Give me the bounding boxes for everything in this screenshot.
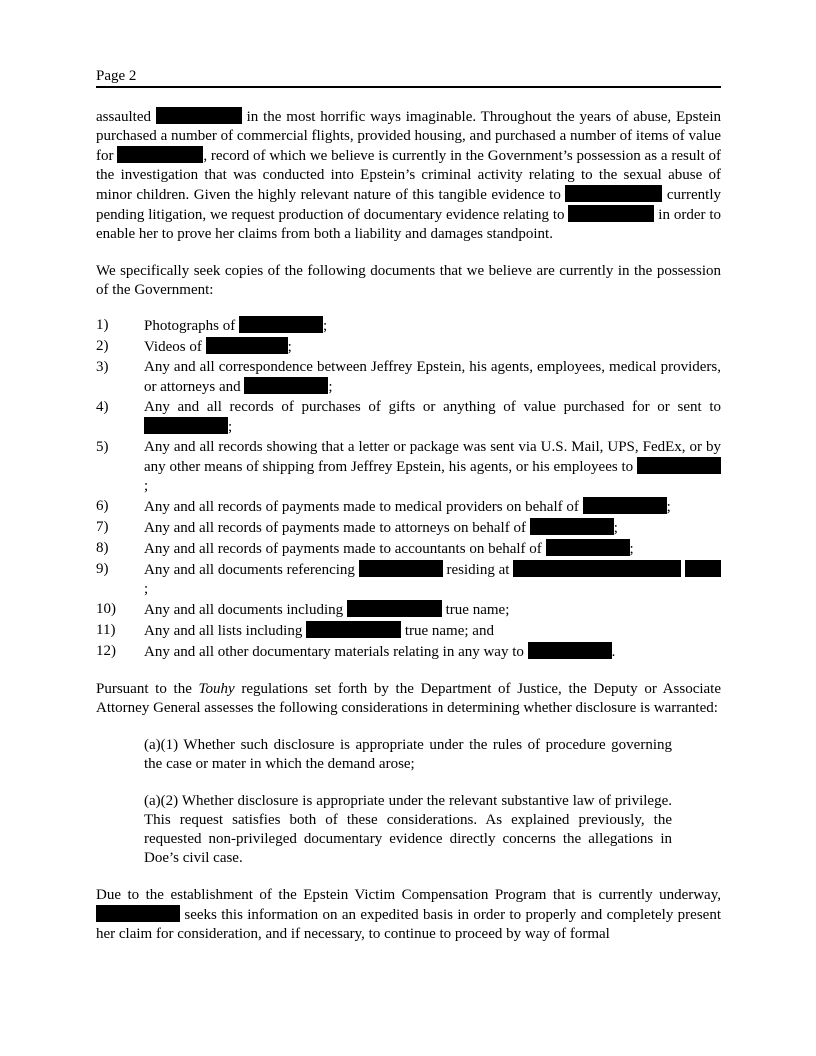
redaction-box bbox=[244, 377, 328, 394]
quote-a1: (a)(1) Whether such disclosure is appropriate under the rules of procedure governing the case or mater in which the demand arose; bbox=[144, 737, 672, 772]
list-number: 3) bbox=[96, 359, 109, 375]
redaction-box bbox=[206, 337, 288, 354]
redaction-box bbox=[359, 560, 443, 577]
list-item bbox=[96, 518, 721, 538]
item-text: Any and all records of payments made to medical providers on behalf of bbox=[144, 499, 579, 515]
paragraph-touhy bbox=[96, 680, 721, 718]
item-text: ; bbox=[287, 339, 292, 355]
item-text: ; bbox=[323, 318, 328, 334]
text-segment: seeks this information on an expedited basis in order to properly and completely present her claim for consideration, and if necessary, to continue to proceed by way of formal bbox=[96, 907, 721, 942]
item-text: ; bbox=[328, 379, 333, 395]
list-number: 8) bbox=[96, 540, 109, 556]
redaction-box bbox=[546, 539, 630, 556]
list-item bbox=[96, 560, 721, 599]
item-text: Any and all correspondence between Jeffrey Epstein, his agents, employees, medical providers, or attorneys and bbox=[144, 359, 721, 395]
text-segment: in order to enable her to prove her claims from both a liability and damages standpoint. bbox=[96, 207, 722, 242]
list-number: 7) bbox=[96, 519, 109, 535]
list-item bbox=[96, 398, 721, 437]
item-text: ; bbox=[629, 541, 634, 557]
redaction-box bbox=[637, 457, 721, 474]
redaction-box bbox=[306, 621, 401, 638]
redaction-box bbox=[568, 205, 654, 222]
item-text: . bbox=[611, 644, 616, 660]
redaction-box bbox=[528, 642, 612, 659]
redaction-box bbox=[96, 905, 180, 922]
text-segment: assaulted bbox=[96, 109, 151, 125]
redaction-box bbox=[156, 107, 242, 124]
touhy-italic: Touhy bbox=[198, 681, 235, 697]
list-number: 11) bbox=[96, 622, 116, 638]
list-item bbox=[96, 642, 721, 662]
item-text: Any and all records of payments made to attorneys on behalf of bbox=[144, 520, 526, 536]
text-segment: Due to the establishment of the Epstein Victim Compensation Program that is currently underway, bbox=[96, 887, 721, 903]
item-text: Photographs of bbox=[144, 318, 236, 334]
list-number: 5) bbox=[96, 439, 109, 455]
letter-body bbox=[96, 107, 721, 944]
list-number: 4) bbox=[96, 399, 109, 415]
list-item bbox=[96, 358, 721, 397]
list-number: 6) bbox=[96, 498, 109, 514]
redaction-box bbox=[347, 600, 442, 617]
text-segment: , record of which we believe is currently in the Government’s possession as a result of the investigation that was conducted into Epstein’s criminal activity relating to the sexual abuse of minor children. Given the highly relevant nature of this tangible evidence to bbox=[96, 148, 721, 203]
item-text: Any and all other documentary materials relating in any way to bbox=[144, 644, 524, 660]
item-text: Videos of bbox=[144, 339, 202, 355]
item-text: ; bbox=[613, 520, 618, 536]
list-number: 10) bbox=[96, 601, 116, 617]
list-item bbox=[96, 316, 721, 336]
paragraph-compensation bbox=[96, 886, 721, 944]
document-request-list bbox=[96, 316, 721, 662]
item-text: Any and all documents including bbox=[144, 602, 344, 618]
text-segment: currently pending litigation, we request production of documentary evidence relating to bbox=[96, 187, 722, 223]
item-text: ; bbox=[144, 478, 149, 494]
redaction-box bbox=[144, 417, 228, 434]
list-item bbox=[96, 497, 721, 517]
list-item bbox=[96, 539, 721, 559]
item-text: true name; bbox=[445, 602, 510, 618]
quote-a2: (a)(2) Whether disclosure is appropriate under the relevant substantive law of privilege. This request satisfies both of these considerations. As explained previously, the requested non-privileged documentary evidence directly concerns the allegations in Doe’s civil case. bbox=[144, 793, 672, 866]
redaction-box bbox=[239, 316, 323, 333]
list-item bbox=[96, 600, 721, 620]
list-item bbox=[96, 438, 721, 496]
text-segment: Pursuant to the bbox=[96, 681, 192, 697]
item-text: Any and all records of payments made to accountants on behalf of bbox=[144, 541, 542, 557]
paragraph-request-intro: We specifically seek copies of the following documents that we believe are currently in the possession of the Government: bbox=[96, 263, 721, 298]
item-text: Any and all records of purchases of gifts or anything of value purchased for or sent to bbox=[144, 399, 721, 415]
list-number: 9) bbox=[96, 561, 109, 577]
list-item bbox=[96, 621, 721, 641]
redaction-box bbox=[513, 560, 681, 577]
item-text: Any and all lists including bbox=[144, 623, 303, 639]
page-number: Page 2 bbox=[96, 68, 137, 84]
redaction-box bbox=[583, 497, 667, 514]
text-segment: regulations set forth by the Department of Justice, the Deputy or Associate Attorney General assesses the following considerations in determining whether disclosure is warranted: bbox=[96, 681, 721, 716]
redaction-box bbox=[685, 560, 721, 577]
text-segment: in the most horrific ways imaginable. Throughout the years of abuse, Epstein purchased a number of commercial flights, provided housing, and purchased a number of items of value for bbox=[96, 109, 721, 164]
item-text: ; bbox=[228, 419, 233, 435]
list-number: 1) bbox=[96, 317, 109, 333]
list-item bbox=[96, 337, 721, 357]
item-text: ; bbox=[144, 581, 149, 597]
item-text: Any and all documents referencing bbox=[144, 562, 355, 578]
redaction-box bbox=[565, 185, 662, 202]
redaction-box bbox=[530, 518, 614, 535]
item-text: ; bbox=[666, 499, 671, 515]
redaction-box bbox=[117, 146, 203, 163]
item-text: true name; and bbox=[404, 623, 494, 639]
list-number: 12) bbox=[96, 643, 116, 659]
item-text: residing at bbox=[446, 562, 510, 578]
page-header bbox=[96, 66, 721, 88]
list-number: 2) bbox=[96, 338, 109, 354]
paragraph-evidence bbox=[96, 107, 721, 244]
item-text: Any and all records showing that a letter or package was sent via U.S. Mail, UPS, FedEx, or by any other means of shipping from Jeffrey Epstein, his agents, or his employees to bbox=[144, 439, 721, 475]
